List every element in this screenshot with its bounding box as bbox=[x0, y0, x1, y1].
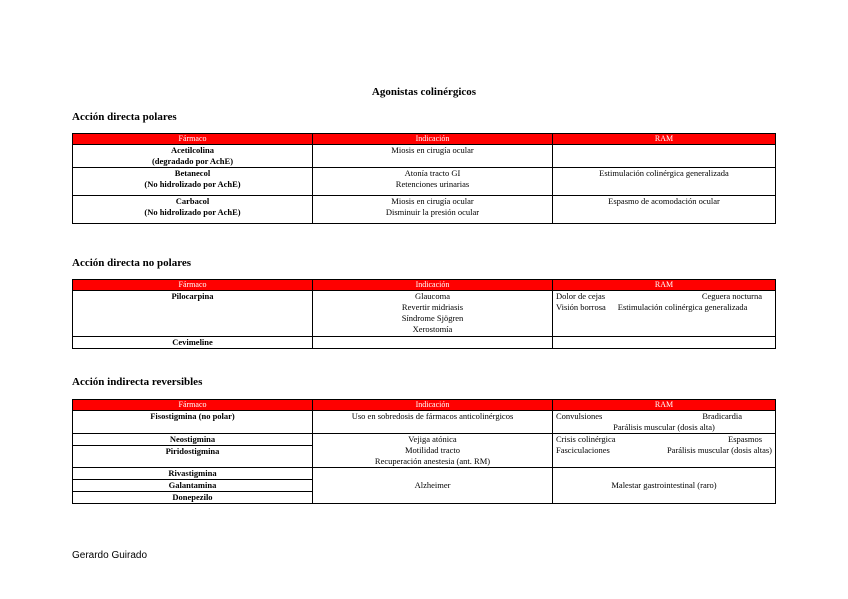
ram-cell bbox=[553, 168, 776, 196]
drug-cell bbox=[73, 291, 313, 337]
ram-text: Visión borrosa bbox=[556, 302, 606, 312]
drug-cell bbox=[73, 411, 313, 434]
drug-name: Donepezilo bbox=[172, 492, 213, 502]
table-row bbox=[73, 434, 776, 468]
drug-cell bbox=[73, 196, 313, 224]
drug-note: (degradado por AchE) bbox=[151, 156, 234, 166]
indication-text: Alzheimer bbox=[414, 480, 451, 490]
header-indicacion: Indicación bbox=[313, 400, 553, 411]
ram-cell bbox=[553, 411, 776, 434]
indication-cell bbox=[313, 411, 553, 434]
ram-text: Bradicardia bbox=[702, 411, 742, 421]
ram-text: Convulsiones bbox=[556, 411, 603, 421]
ram-text: Espasmo de acomodación ocular bbox=[608, 196, 720, 206]
indication-text: Recuperación anestesia (ant. RM) bbox=[374, 456, 491, 466]
ram-text: Malestar gastrointestinal (raro) bbox=[611, 480, 717, 490]
drug-note: (No hidrolizado por AchE) bbox=[144, 207, 241, 217]
drug-name: Neostigmina bbox=[73, 434, 312, 446]
indication-text: Revertir midriasis bbox=[401, 302, 464, 312]
ram-line bbox=[556, 445, 772, 456]
table-row bbox=[73, 337, 776, 349]
drug-note: (No hidrolizado por AchE) bbox=[144, 179, 241, 189]
table-row bbox=[73, 468, 776, 504]
drug-name: Cevimeline bbox=[172, 337, 213, 347]
indication-text: Disminuir la presión ocular bbox=[385, 207, 480, 217]
drug-name: Carbacol bbox=[175, 196, 210, 206]
indication-text: Miosis en cirugía ocular bbox=[391, 196, 474, 206]
ram-text: Parálisis muscular (dosis altas) bbox=[666, 445, 772, 455]
table-directa-no-polares bbox=[72, 279, 776, 349]
drug-name: Rivastigmina bbox=[73, 468, 312, 480]
header-indicacion: Indicación bbox=[313, 280, 553, 291]
ram-line bbox=[556, 411, 772, 422]
ram-cell bbox=[553, 337, 776, 349]
ram-cell bbox=[553, 196, 776, 224]
ram-cell bbox=[553, 291, 776, 337]
indication-cell bbox=[313, 434, 553, 468]
indication-text: Atonía tracto GI bbox=[404, 168, 461, 178]
indication-cell bbox=[313, 145, 553, 168]
indication-cell bbox=[313, 196, 553, 224]
ram-text: Espasmos bbox=[728, 434, 762, 444]
indication-text: Xerostomía bbox=[412, 324, 453, 334]
ram-cell bbox=[553, 434, 776, 468]
document-title: Agonistas colinérgicos bbox=[371, 86, 477, 98]
ram-line bbox=[556, 302, 772, 313]
drug-name: Acetilcolina bbox=[171, 145, 214, 155]
ram-cell bbox=[553, 145, 776, 168]
table-row bbox=[73, 411, 776, 434]
header-farmaco: Fármaco bbox=[73, 280, 313, 291]
drug-name: Betanecol bbox=[174, 168, 211, 178]
ram-text: Ceguera nocturna bbox=[701, 291, 762, 301]
ram-text: Crisis colinérgica bbox=[556, 434, 616, 444]
indication-cell bbox=[313, 291, 553, 337]
ram-text: Dolor de cejas bbox=[556, 291, 606, 301]
indication-cell bbox=[313, 468, 553, 504]
ram-line bbox=[556, 434, 772, 445]
footer-author: Gerardo Guirado bbox=[72, 550, 148, 561]
indication-text: Retenciones urinarias bbox=[395, 179, 470, 189]
drug-cell bbox=[73, 168, 313, 196]
ram-text: Estimulación colinérgica generalizada bbox=[617, 302, 748, 312]
drug-name: Pilocarpina bbox=[171, 291, 214, 301]
header-ram: RAM bbox=[553, 134, 776, 145]
indication-text: Miosis en cirugía ocular bbox=[391, 145, 474, 155]
ram-text: Parálisis muscular (dosis alta) bbox=[613, 422, 715, 432]
table-row bbox=[73, 196, 776, 224]
header-farmaco: Fármaco bbox=[73, 134, 313, 145]
table-header-row bbox=[73, 134, 776, 145]
drug-cell bbox=[73, 145, 313, 168]
table-row bbox=[73, 145, 776, 168]
section-title-directa-polares: Acción directa polares bbox=[72, 111, 177, 123]
indication-cell bbox=[313, 337, 553, 349]
table-row bbox=[73, 291, 776, 337]
header-indicacion: Indicación bbox=[313, 134, 553, 145]
drug-name: Fisostigmina (no polar) bbox=[150, 411, 235, 421]
indication-text: Motilidad tracto bbox=[404, 445, 460, 455]
drug-cell bbox=[73, 434, 313, 468]
header-ram: RAM bbox=[553, 400, 776, 411]
drug-name: Piridostigmina bbox=[165, 446, 220, 456]
table-row bbox=[73, 168, 776, 196]
drug-cell bbox=[73, 337, 313, 349]
ram-text: Fasciculaciones bbox=[556, 445, 610, 455]
section-title-indirecta-reversibles: Acción indirecta reversibles bbox=[72, 376, 203, 388]
drug-name: Galantamina bbox=[73, 480, 312, 492]
table-header-row bbox=[73, 280, 776, 291]
table-directa-polares bbox=[72, 133, 776, 224]
ram-line bbox=[556, 291, 772, 302]
indication-text: Síndrome Sjögren bbox=[401, 313, 464, 323]
indication-text: Uso en sobredosis de fármacos anticolinérgicos bbox=[351, 411, 514, 421]
indication-text: Glaucoma bbox=[415, 291, 450, 301]
section-title-directa-no-polares: Acción directa no polares bbox=[72, 257, 192, 269]
ram-text: Estimulación colinérgica generalizada bbox=[599, 168, 729, 178]
ram-cell bbox=[553, 468, 776, 504]
indication-text: Vejiga atónica bbox=[408, 434, 457, 444]
header-farmaco: Fármaco bbox=[73, 400, 313, 411]
header-ram: RAM bbox=[553, 280, 776, 291]
indication-cell bbox=[313, 168, 553, 196]
ram-line bbox=[556, 422, 772, 433]
drug-cell bbox=[73, 468, 313, 504]
table-header-row bbox=[73, 400, 776, 411]
table-indirecta-reversibles bbox=[72, 399, 776, 504]
